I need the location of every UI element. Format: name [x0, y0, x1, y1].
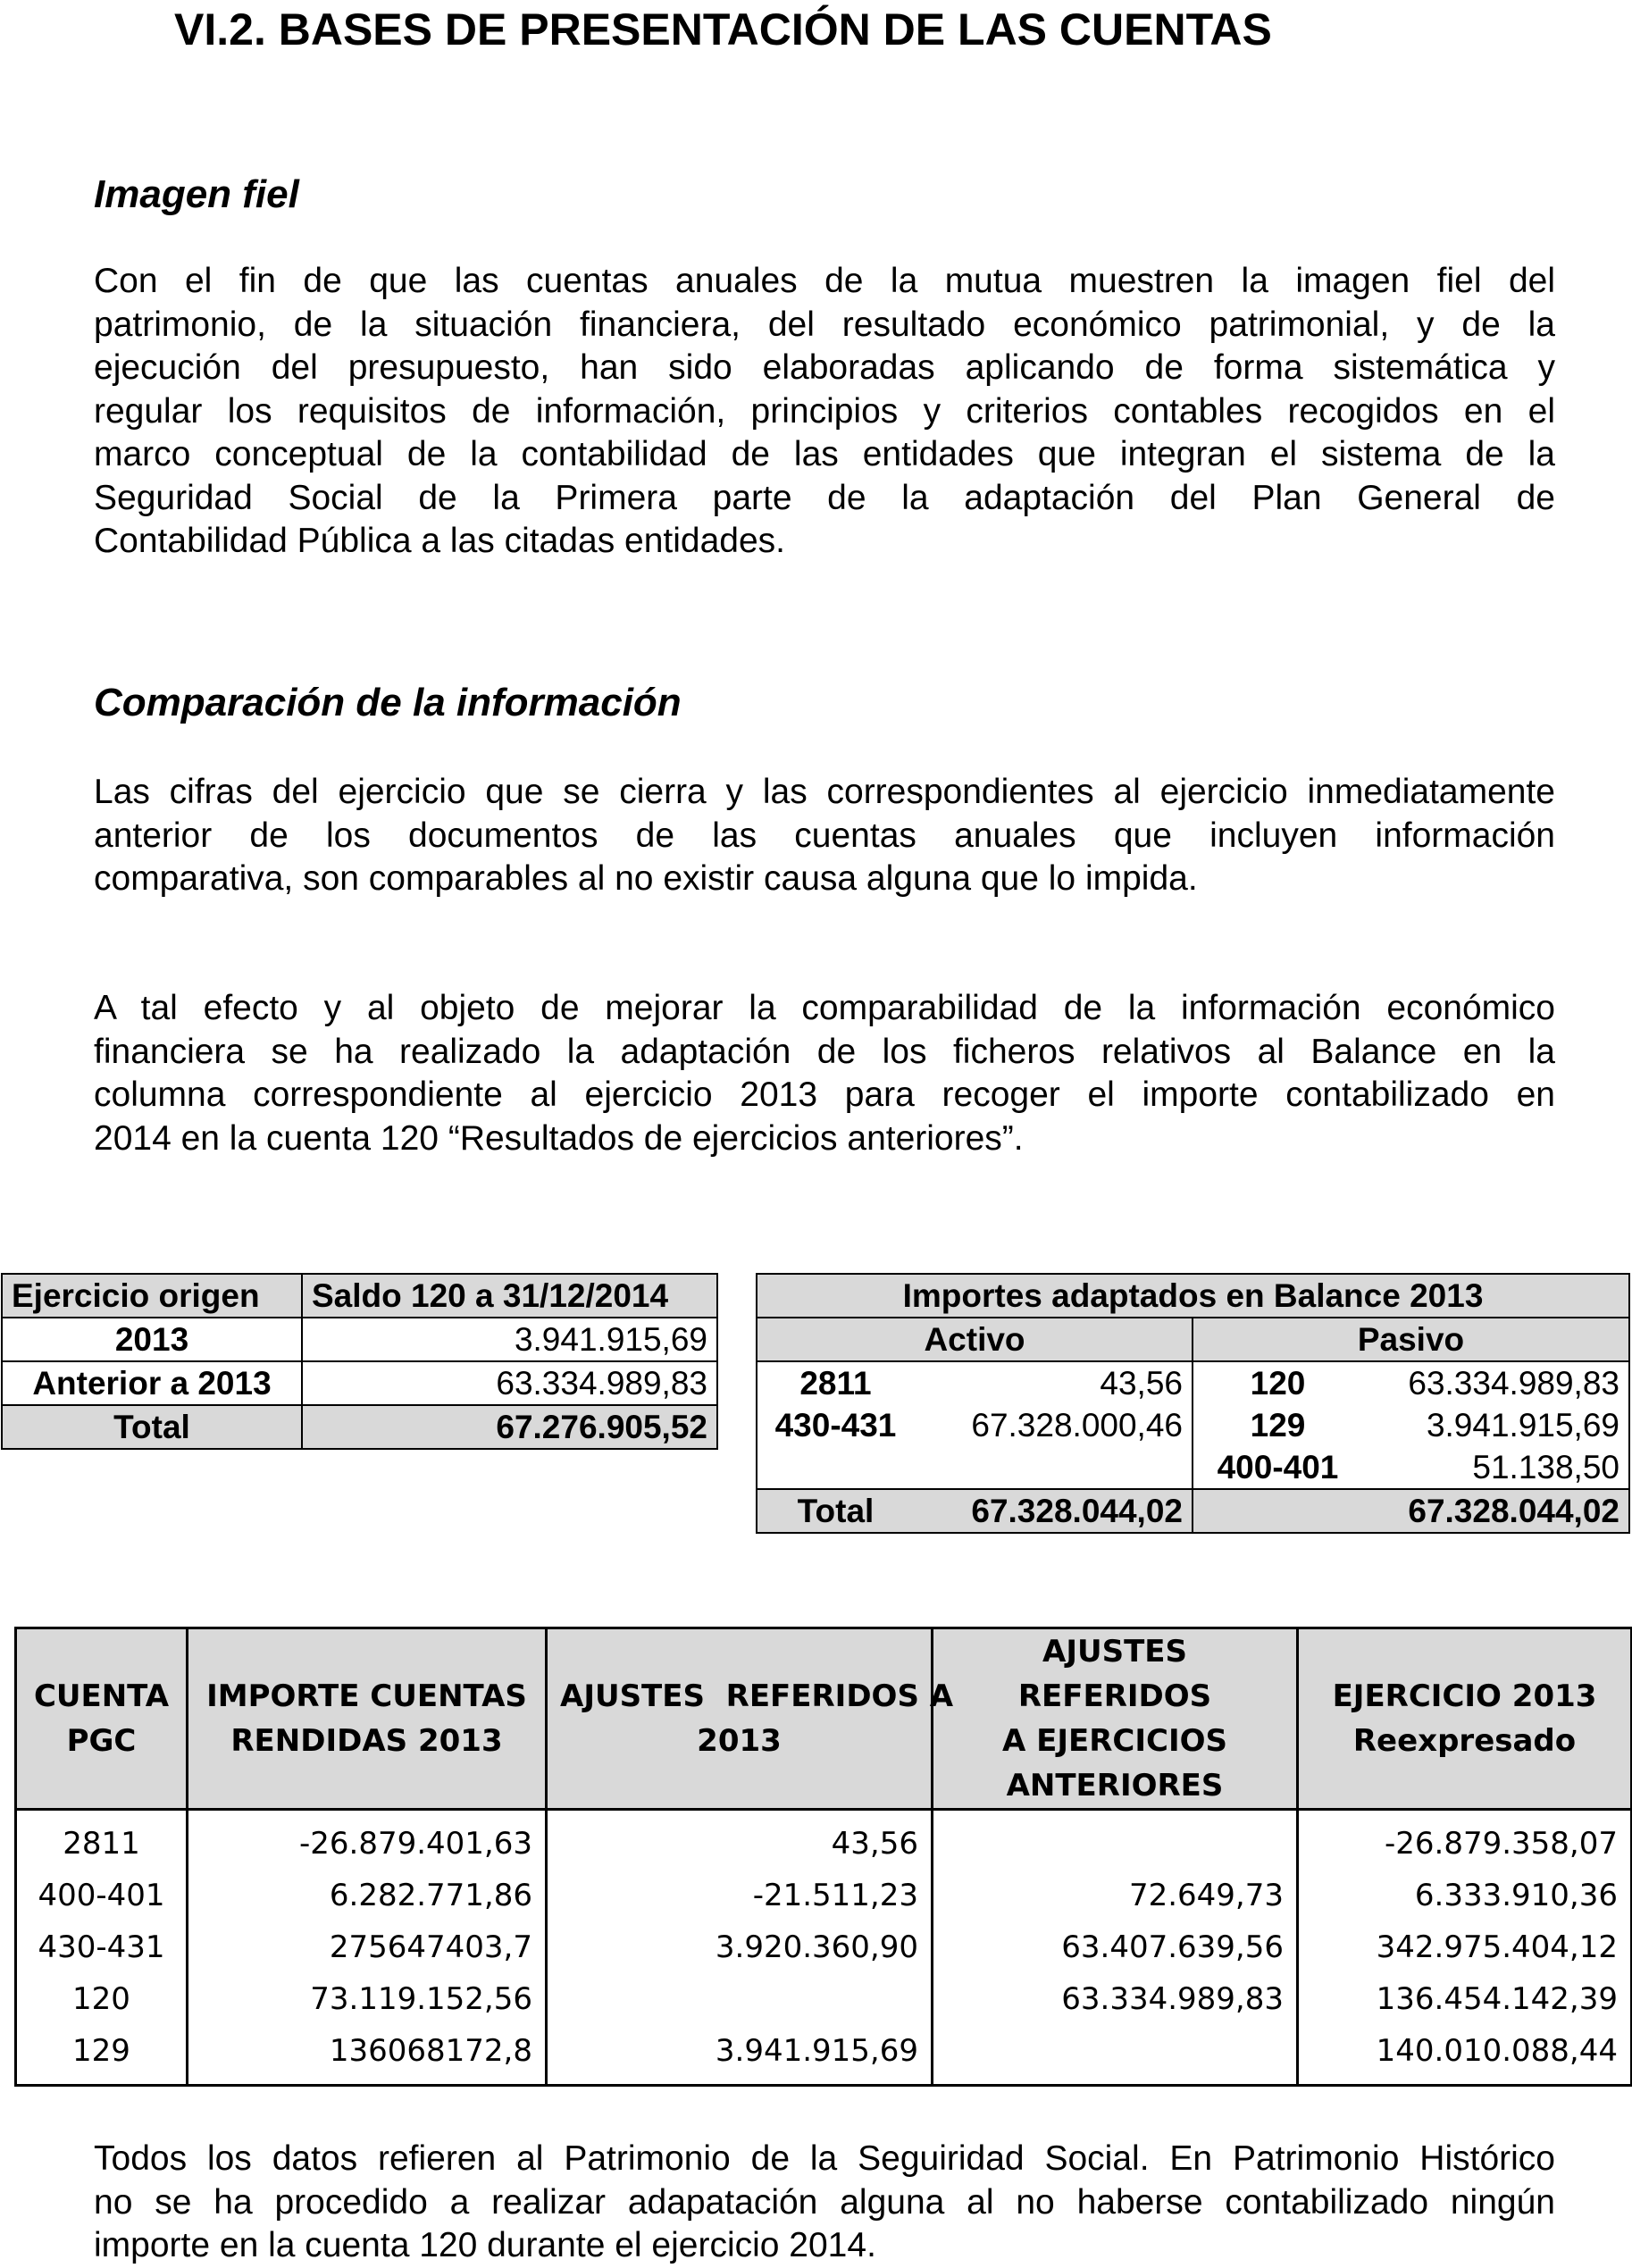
- header-cell: Ejercicio origen: [2, 1274, 302, 1318]
- text-line: 2014 en la cuenta 120 “Resultados de ejercicios anteriores”.: [94, 1118, 1024, 1158]
- table-cell: 400-401: [1217, 1448, 1339, 1485]
- table-row: [757, 1361, 1629, 1404]
- text-line: no se ha procedido a realizar adapatación alguna al no haberse contabilizado ningún: [94, 2182, 1555, 2222]
- table-cell: 72.649,73: [933, 1870, 1298, 1921]
- header-line: ANTERIORES: [1006, 1768, 1224, 1804]
- table-cell: 3.941.915,69: [547, 2025, 933, 2086]
- table-cell: 3.941.915,69: [1426, 1406, 1619, 1444]
- table-cell: 6.333.910,36: [1298, 1870, 1632, 1921]
- table-cell: 275647403,7: [188, 1921, 547, 1973]
- table-cell: 3.941.915,69: [302, 1318, 717, 1361]
- table-cell: 67.276.905,52: [302, 1405, 717, 1449]
- pasivo-header: Pasivo: [1193, 1318, 1629, 1361]
- table-cell: 67.328.044,02: [1408, 1492, 1619, 1529]
- table-cell: 63.334.989,83: [1408, 1364, 1619, 1402]
- header-line: PGC: [66, 1723, 137, 1759]
- text-line: Todos los datos refieren al Patrimonio de la Seguiridad Social. En Patrimonio Histórico: [94, 2139, 1555, 2178]
- header-line: 2013: [697, 1723, 782, 1759]
- table-cell: 129: [16, 2025, 188, 2086]
- table-cell: Total: [797, 1492, 875, 1529]
- table-cell: 2811: [799, 1364, 872, 1402]
- table-cell: 51.138,50: [1472, 1448, 1619, 1485]
- table-row: [2, 1318, 717, 1361]
- header-line: EJERCICIO 2013: [1332, 1678, 1597, 1714]
- table-cell: 342.975.404,12: [1298, 1921, 1632, 1973]
- header-cell: [933, 1628, 1298, 1810]
- table-row: [757, 1446, 1629, 1489]
- table-cell: 129: [1250, 1406, 1306, 1444]
- text-line: importe en la cuenta 120 durante el ejercicio 2014.: [94, 2226, 876, 2264]
- text-line: Contabilidad Pública a las citadas entidades.: [94, 522, 786, 560]
- text-line: ejecución del presupuesto, han sido elaboradas aplicando de forma sistemática y: [94, 348, 1555, 387]
- table-header-row: [16, 1628, 1632, 1810]
- header-cell: [1298, 1628, 1632, 1810]
- table-cell: Total: [2, 1405, 302, 1449]
- table-total-row: [2, 1405, 717, 1449]
- table-cell: -26.879.401,63: [188, 1810, 547, 1870]
- table-cell: [933, 2025, 1298, 2086]
- text-line: anterior de los documentos de las cuentas anuales que incluyen información: [94, 816, 1555, 855]
- saldo-table: [1, 1273, 718, 1450]
- header-line: IMPORTE CUENTAS: [206, 1678, 527, 1714]
- table-cell: 67.328.044,02: [914, 1489, 1193, 1533]
- table-cell: 43,56: [914, 1361, 1193, 1404]
- table-row: [16, 1973, 1632, 2025]
- text-line: marco conceptual de la contabilidad de las entidades que integran el sistema de la: [94, 435, 1555, 473]
- paragraph-closing: [94, 2138, 1555, 2268]
- heading-comparacion: Comparación de la información: [94, 681, 682, 724]
- table-cell: [933, 1810, 1298, 1870]
- table-title-row: [757, 1274, 1629, 1318]
- table-cell: [757, 1446, 914, 1489]
- table-cell: 136.454.142,39: [1298, 1973, 1632, 2025]
- header-cell: [16, 1628, 188, 1810]
- ajustes-table: [14, 1627, 1632, 2087]
- table-cell: 430-431: [774, 1406, 897, 1444]
- text-line: Con el fin de que las cuentas anuales de la mutua muestren la imagen fiel del: [94, 262, 1555, 300]
- table-row: [2, 1361, 717, 1405]
- table-cell: 6.282.771,86: [188, 1870, 547, 1921]
- balance-table: [756, 1273, 1630, 1534]
- table-cell: -21.511,23: [547, 1870, 933, 1921]
- table-header-row: [757, 1318, 1629, 1361]
- table-cell: Anterior a 2013: [2, 1361, 302, 1405]
- text-line: comparativa, son comparables al no existir causa alguna que lo impida.: [94, 859, 1198, 898]
- table-row: [16, 1870, 1632, 1921]
- paragraph-comparacion-2: [94, 987, 1555, 1160]
- paragraph-imagen-fiel: [94, 260, 1555, 564]
- table-cell: 73.119.152,56: [188, 1973, 547, 2025]
- table-cell: [1193, 1489, 1362, 1533]
- activo-header: Activo: [757, 1318, 1193, 1361]
- table-total-row: [757, 1489, 1629, 1533]
- table-row: [16, 2025, 1632, 2086]
- header-line: A EJERCICIOS: [1001, 1723, 1228, 1759]
- table-cell: -26.879.358,07: [1298, 1810, 1632, 1870]
- text-line: Seguridad Social de la Primera parte de la adaptación del Plan General de: [94, 478, 1555, 517]
- text-line: financiera se ha realizado la adaptación de los ficheros relativos al Balance en la: [94, 1032, 1555, 1071]
- table-cell: 63.334.989,83: [302, 1361, 717, 1405]
- paragraph-comparacion-1: [94, 771, 1555, 901]
- table-cell: [547, 1973, 933, 2025]
- table-cell: [914, 1446, 1193, 1489]
- balance-table-title: Importes adaptados en Balance 2013: [757, 1274, 1629, 1318]
- table-cell: 43,56: [547, 1810, 933, 1870]
- header-line: CUENTA: [33, 1678, 170, 1714]
- table-cell: 3.920.360,90: [547, 1921, 933, 1973]
- header-cell: Saldo 120 a 31/12/2014: [302, 1274, 717, 1318]
- table-cell: 400-401: [16, 1870, 188, 1921]
- table-cell: 63.407.639,56: [933, 1921, 1298, 1973]
- table-row: [757, 1404, 1629, 1446]
- text-line: columna correspondiente al ejercicio 2013 para recoger el importe contabilizado en: [94, 1075, 1555, 1114]
- page-title: VI.2. BASES DE PRESENTACIÓN DE LAS CUENTAS: [174, 4, 1272, 54]
- table-cell: 140.010.088,44: [1298, 2025, 1632, 2086]
- table-row: [16, 1810, 1632, 1870]
- table-cell: 2013: [2, 1318, 302, 1361]
- table-cell: 136068172,8: [188, 2025, 547, 2086]
- header-cell: [547, 1628, 954, 1810]
- header-cell: [188, 1628, 547, 1810]
- header-line: AJUSTES REFERIDOS: [1017, 1634, 1212, 1714]
- text-line: regular los requisitos de información, principios y criterios contables recogidos en el: [94, 391, 1555, 431]
- header-line: RENDIDAS 2013: [230, 1723, 503, 1759]
- heading-imagen-fiel: Imagen fiel: [94, 172, 299, 216]
- text-line: A tal efecto y al objeto de mejorar la comparabilidad de la información económico: [94, 989, 1555, 1027]
- header-line: AJUSTES REFERIDOS A: [560, 1678, 954, 1714]
- table-cell: 67.328.000,46: [914, 1404, 1193, 1446]
- text-line: Las cifras del ejercicio que se cierra y las correspondientes al ejercicio inmediatamente: [94, 773, 1555, 811]
- text-line: patrimonio, de la situación financiera, del resultado económico patrimonial, y de la: [94, 305, 1555, 344]
- table-row: [16, 1921, 1632, 1973]
- table-cell: 120: [16, 1973, 188, 2025]
- table-cell: 430-431: [16, 1921, 188, 1973]
- table-cell: 2811: [16, 1810, 188, 1870]
- table-cell: 120: [1250, 1364, 1306, 1402]
- table-header-row: [2, 1274, 717, 1318]
- header-line: Reexpresado: [1352, 1723, 1577, 1759]
- table-cell: 63.334.989,83: [933, 1973, 1298, 2025]
